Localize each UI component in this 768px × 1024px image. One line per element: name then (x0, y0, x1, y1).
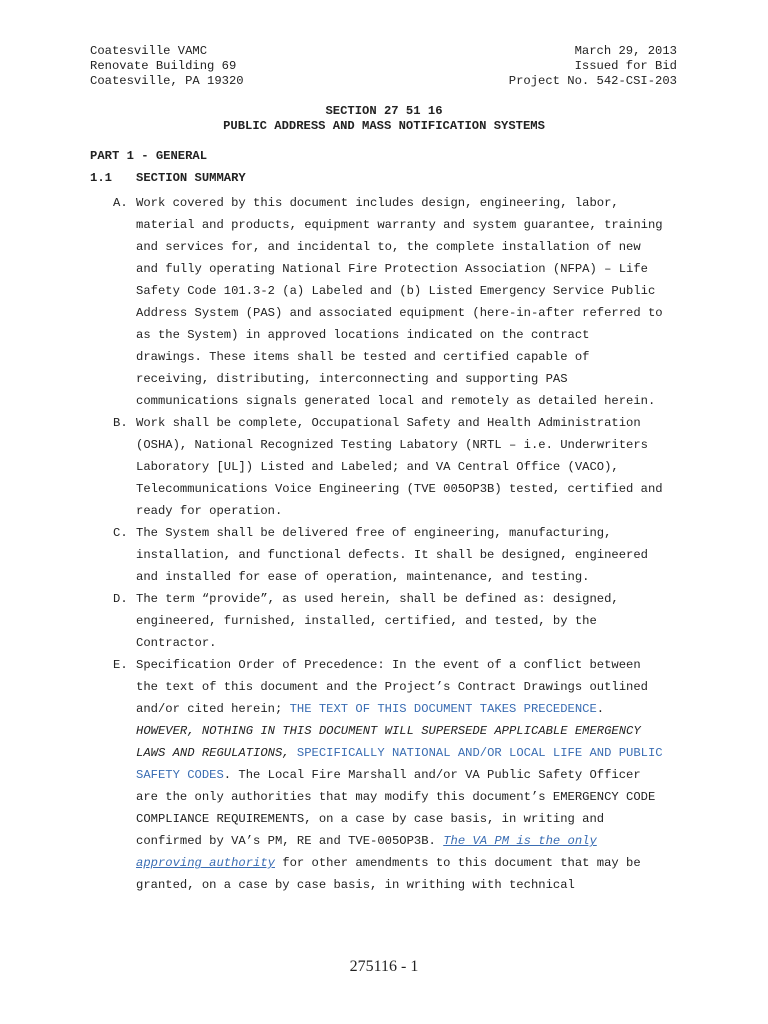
header-date: March 29, 2013 (574, 44, 677, 58)
item-text: Work shall be complete, Occupational Safety and Health Administration (OSHA), National Recognized Testing Labatory (NRTL – i.e. Underwriters Laboratory [UL]) Listed and Labeled; and VA Central Office (VACO), Telecommunications Voice Engineering (TVE 005OP3B) tested, certified and ready for operation. (136, 416, 663, 518)
list-item (113, 588, 693, 654)
list-item (113, 522, 693, 588)
header-facility: Coatesville VAMC (90, 44, 208, 58)
header-project-title: Renovate Building 69 (90, 59, 237, 73)
header-location: Coatesville, PA 19320 (90, 74, 244, 88)
item-text: The term “provide”, as used herein, shall be defined as: designed, engineered, furnished, installed, certified, and tested, by the Contractor. (136, 592, 619, 650)
precedence-text-4: . The Local Fire Marshall and/or VA Public Safety Officer are the only authorities that may modify this document’s EMERGENCY CODE COMPLIANCE REQUIREMENTS, on a case by case basis, in writing and confirmed by VA’s PM, RE and TVE-005OP3B. (136, 768, 656, 848)
page-header (90, 44, 677, 89)
va-pm-link[interactable]: The VA PM is the only (443, 834, 597, 848)
supersede-notice: HOWEVER, NOTHING IN THIS DOCUMENT WILL SUPERSEDE APPLICABLE EMERGENCY LAWS AND REGULATIONS, (136, 724, 641, 760)
section-title (0, 104, 768, 134)
section-summary-title: SECTION SUMMARY (136, 171, 246, 185)
section-summary-number: 1.1 (90, 171, 112, 185)
section-name: PUBLIC ADDRESS AND MASS NOTIFICATION SYSTEMS (223, 119, 545, 133)
list-item (113, 412, 693, 522)
header-status: Issued for Bid (574, 59, 677, 73)
item-text (136, 654, 693, 896)
section-number: SECTION 27 51 16 (325, 104, 443, 118)
approving-authority-link[interactable]: approving authority (136, 856, 275, 870)
item-label: D. (113, 592, 128, 606)
item-text: Work covered by this document includes design, engineering, labor, material and products, equipment warranty and system guarantee, training and services for, and incidental to, the complete installation of new and fully operating National Fire Protection Association (NFPA) – Life Safety Code 101.3-2 (a) Labeled and (b) Listed Emergency Service Public Address System (PAS) and associated equipment (here-in-after referred to as the System) in approved locations indicated on the contract drawings. These items shall be tested and certified capable of receiving, distributing, interconnecting and supporting PAS communications signals generated local and remotely as detailed herein. (136, 196, 663, 408)
precedence-emphasis: THE TEXT OF THIS DOCUMENT TAKES PRECEDENCE (289, 702, 597, 716)
header-project-number: Project No. 542-CSI-203 (508, 74, 677, 88)
section-summary-heading (90, 171, 246, 186)
precedence-text-6: for other amendments to this document that may be granted, on a case by case basis, in writhing with technical (136, 856, 641, 892)
precedence-text-3 (290, 746, 297, 760)
codes-emphasis: SPECIFICALLY NATIONAL AND/OR LOCAL LIFE AND PUBLIC SAFETY CODES (136, 746, 663, 782)
paragraph-list (113, 192, 693, 896)
page-number: 275116 - 1 (349, 958, 419, 975)
item-label: E. (113, 658, 128, 672)
list-item (113, 192, 693, 412)
item-label: A. (113, 196, 128, 210)
list-item-precedence (113, 654, 693, 896)
item-label: C. (113, 526, 128, 540)
precedence-text-2: . (596, 702, 605, 716)
item-text: The System shall be delivered free of engineering, manufacturing, installation, and functional defects. It shall be designed, engineered and installed for ease of operation, maintenance, and testing. (136, 526, 648, 584)
item-label: B. (113, 416, 128, 430)
part-heading: PART 1 - GENERAL (90, 149, 208, 163)
precedence-text-1: Specification Order of Precedence: In the event of a conflict between the text of this document and the Project’s Contract Drawings outlined and/or cited herein; (136, 658, 648, 716)
